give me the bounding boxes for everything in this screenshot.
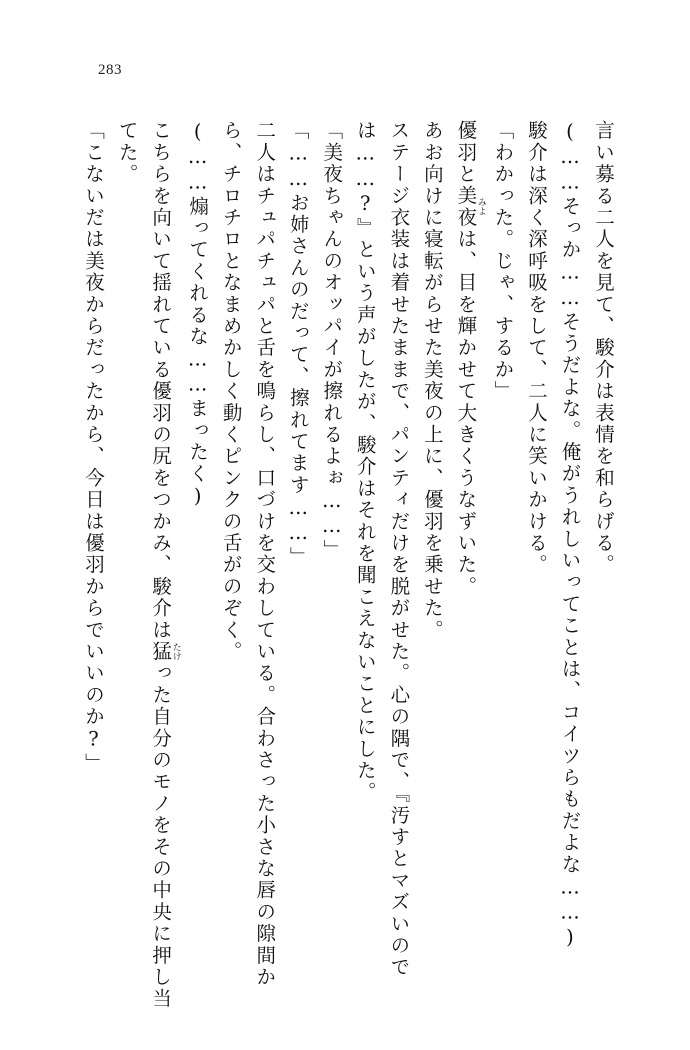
paragraph: (……そっか……そうだよな。俺がうれしいってことは、コイツらもだよな……): [558, 120, 582, 951]
paragraph: こちらを向いて揺れている優羽の尻をつかみ、駿介は猛たけった自分のモノをその中央に押し当てた。: [115, 120, 181, 1010]
paragraph: 「こないだは美夜からだったから、今日は優羽からでいいのか?」: [82, 120, 106, 775]
page-body-text: [72, 120, 620, 1010]
paragraph: 二人はチュパチュパと舌を鳴らし、口づけを交わしている。合わさった小さな唇の隙間から、チロチロとなまめかしく動くピンクの舌がのぞく。: [219, 120, 277, 988]
paragraph: ステージ衣装は着せたままで、パンティだけを脱がせた。心の隅で、『汚すとマズいのでは……?』という声がしたが、駿介はそれを聞こえないことにした。: [353, 120, 411, 979]
paragraph: 「美夜ちゃんのオッパイが擦れるよぉ……」: [320, 120, 344, 561]
paragraph: 「わかった。じゃ、するか」: [491, 120, 515, 403]
page-number: 283: [98, 62, 122, 78]
ruby-annotation: 猛たけ: [149, 640, 181, 663]
paragraph: 優羽と美夜みよは、目を輝かせて大きくうなずいた。: [454, 120, 486, 598]
paragraph: 「……お姉さんのだって、擦れてます……」: [286, 120, 310, 568]
paragraph: 駿介は深く深呼吸をして、二人に笑いかける。: [524, 120, 548, 576]
paragraph: あお向けに寝転がらせた美夜の上に、優羽を乗せた。: [420, 120, 444, 641]
ruby-annotation: 美夜みよ: [454, 185, 486, 229]
paragraph: 言い募る二人を見て、駿介は表情を和らげる。: [592, 120, 615, 576]
paragraph: (……煽ってくれるな……まったく): [186, 120, 210, 510]
